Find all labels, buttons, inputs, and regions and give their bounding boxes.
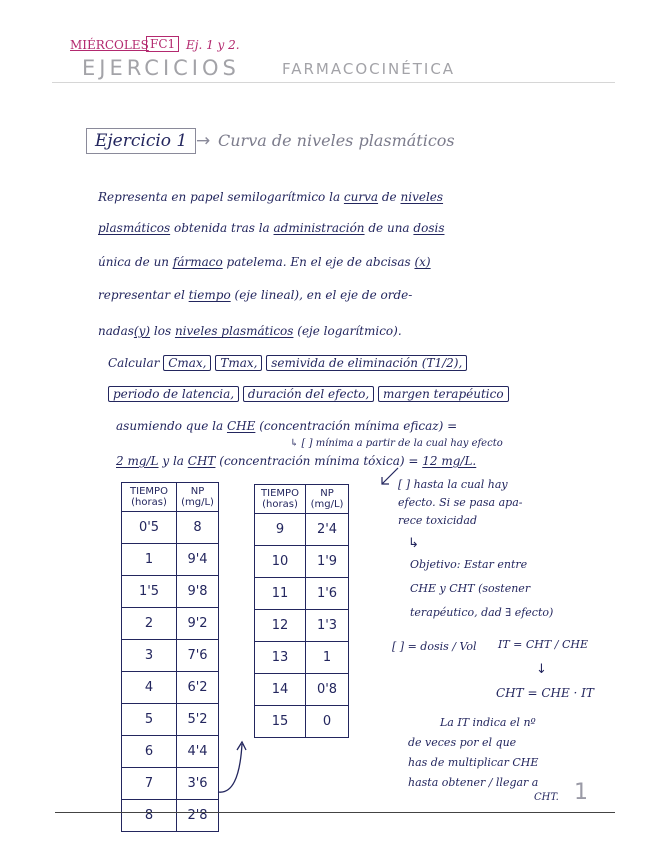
table2-header-time: TIEMPO (horas) — [255, 485, 306, 514]
exercise-title: Curva de niveles plasmáticos — [218, 131, 455, 150]
np-cell: 5'2 — [177, 704, 219, 736]
statement-line-1: Representa en papel semilogarítmico la curva de niveles — [98, 190, 444, 204]
calc-line-3: asumiendo que la CHE (concentración mínima eficaz) = — [116, 419, 458, 433]
table1-header-time: TIEMPO (horas) — [122, 483, 177, 512]
table2-header-np: NP (mg/L) — [306, 485, 349, 514]
calc-line-4: 2 mg/L y la CHT (concentración mínima tóxica) = 12 mg/L. — [116, 454, 477, 468]
objective-arrow-icon: ↳ — [408, 536, 419, 551]
table-row — [122, 512, 219, 544]
ti-note-4: hasta obtener / llegar a — [408, 776, 539, 789]
exercise-label: Ejercicio 1 — [86, 128, 196, 154]
time-cell: 6 — [122, 736, 177, 768]
table-row — [122, 704, 219, 736]
time-cell: 12 — [255, 610, 306, 642]
table1-header-np: NP (mg/L) — [177, 483, 219, 512]
np-cell: 9'2 — [177, 608, 219, 640]
np-cell: 1'9 — [306, 546, 349, 578]
ti-note-2: de veces por el que — [408, 736, 517, 749]
statement-line-2: plasmáticos obtenida tras la administración de una dosis — [98, 221, 445, 235]
cht-formula: CHT = CHE · IT — [496, 686, 594, 700]
therapeutic-index-formula: IT = CHT / CHE — [498, 638, 588, 651]
ti-note-5: CHT. — [534, 792, 559, 803]
table-row — [122, 768, 219, 800]
calc-line-2 — [108, 387, 509, 401]
np-cell: 1'6 — [306, 578, 349, 610]
time-cell: 15 — [255, 706, 306, 738]
statement-line-4: representar el tiempo (eje lineal), en el eje de orde- — [98, 288, 413, 302]
header-rule — [52, 82, 615, 83]
table-row — [122, 544, 219, 576]
note-min-conc: ↳ [ ] mínima a partir de la cual hay efecto — [290, 438, 503, 449]
np-cell: 3'6 — [177, 768, 219, 800]
data-table-1 — [121, 482, 219, 832]
np-cell: 1'3 — [306, 610, 349, 642]
time-cell: 9 — [255, 514, 306, 546]
table-row — [255, 642, 349, 674]
np-cell: 2'4 — [306, 514, 349, 546]
np-cell: 9'4 — [177, 544, 219, 576]
time-cell: 7 — [122, 768, 177, 800]
cht-note-3: rece toxicidad — [398, 514, 478, 527]
np-cell: 2'8 — [177, 800, 219, 832]
table-row — [122, 736, 219, 768]
time-cell: 11 — [255, 578, 306, 610]
np-cell: 4'4 — [177, 736, 219, 768]
cmax-box: Cmax, — [163, 355, 211, 371]
np-cell: 9'8 — [177, 576, 219, 608]
statement-line-3: única de un fármaco patelema. En el eje de abcisas (x) — [98, 255, 431, 269]
table-row — [122, 672, 219, 704]
continuation-arrow-icon — [214, 738, 250, 798]
halflife-box: semivida de eliminación (T1/2), — [266, 355, 467, 371]
table-row — [122, 640, 219, 672]
time-cell: 8 — [122, 800, 177, 832]
time-cell: 14 — [255, 674, 306, 706]
time-cell: 1 — [122, 544, 177, 576]
np-cell: 0 — [306, 706, 349, 738]
ti-note-1: La IT indica el nº — [440, 716, 536, 729]
table-row — [255, 706, 349, 738]
time-cell: 10 — [255, 546, 306, 578]
table-row — [255, 546, 349, 578]
table-row — [122, 800, 219, 832]
page-title-left: EJERCICIOS — [82, 56, 240, 80]
time-cell: 5 — [122, 704, 177, 736]
data-table-2 — [254, 484, 349, 738]
duration-box: duración del efecto, — [243, 386, 374, 402]
time-cell: 13 — [255, 642, 306, 674]
arrow-icon: → — [196, 131, 211, 151]
objective-2: CHE y CHT (sostener — [410, 582, 531, 595]
calc-line-1: Calcular Cmax, Tmax, semivida de eliminación (T1/2), — [108, 356, 467, 370]
time-cell: 3 — [122, 640, 177, 672]
concentration-formula: [ ] = dosis / Vol — [392, 640, 477, 653]
table2-body — [255, 514, 349, 738]
time-cell: 4 — [122, 672, 177, 704]
ti-note-3: has de multiplicar CHE — [408, 756, 539, 769]
header-course: FC1 — [146, 36, 179, 52]
table-row — [255, 610, 349, 642]
header-day: MIÉRCOLES — [70, 38, 149, 52]
table-row — [255, 578, 349, 610]
table-row — [255, 674, 349, 706]
np-cell: 1 — [306, 642, 349, 674]
objective-3: terapéutico, dad ∃ efecto) — [410, 606, 554, 619]
header-exercises-ref: Ej. 1 y 2. — [186, 38, 240, 52]
np-cell: 7'6 — [177, 640, 219, 672]
objective-1: Objetivo: Estar entre — [410, 558, 528, 571]
page-title-right: FARMACOCINÉTICA — [282, 60, 456, 78]
cht-note-2: efecto. Si se pasa apa- — [398, 496, 523, 509]
statement-line-5: nadas(y) los niveles plasmáticos (eje logarítmico). — [98, 324, 402, 338]
time-cell: 0'5 — [122, 512, 177, 544]
table-row — [122, 608, 219, 640]
np-cell: 6'2 — [177, 672, 219, 704]
table-row — [122, 576, 219, 608]
margin-box: margen terapéutico — [378, 386, 509, 402]
time-cell: 1'5 — [122, 576, 177, 608]
latency-box: periodo de latencia, — [108, 386, 239, 402]
tmax-box: Tmax, — [215, 355, 262, 371]
cht-note-1: [ ] hasta la cual hay — [398, 478, 508, 491]
np-cell: 8 — [177, 512, 219, 544]
page-bottom-edge — [55, 812, 615, 813]
down-arrow-icon: ↓ — [536, 662, 547, 677]
table1-body — [122, 512, 219, 832]
time-cell: 2 — [122, 608, 177, 640]
table-row — [255, 514, 349, 546]
page-number: 1 — [574, 780, 588, 805]
np-cell: 0'8 — [306, 674, 349, 706]
